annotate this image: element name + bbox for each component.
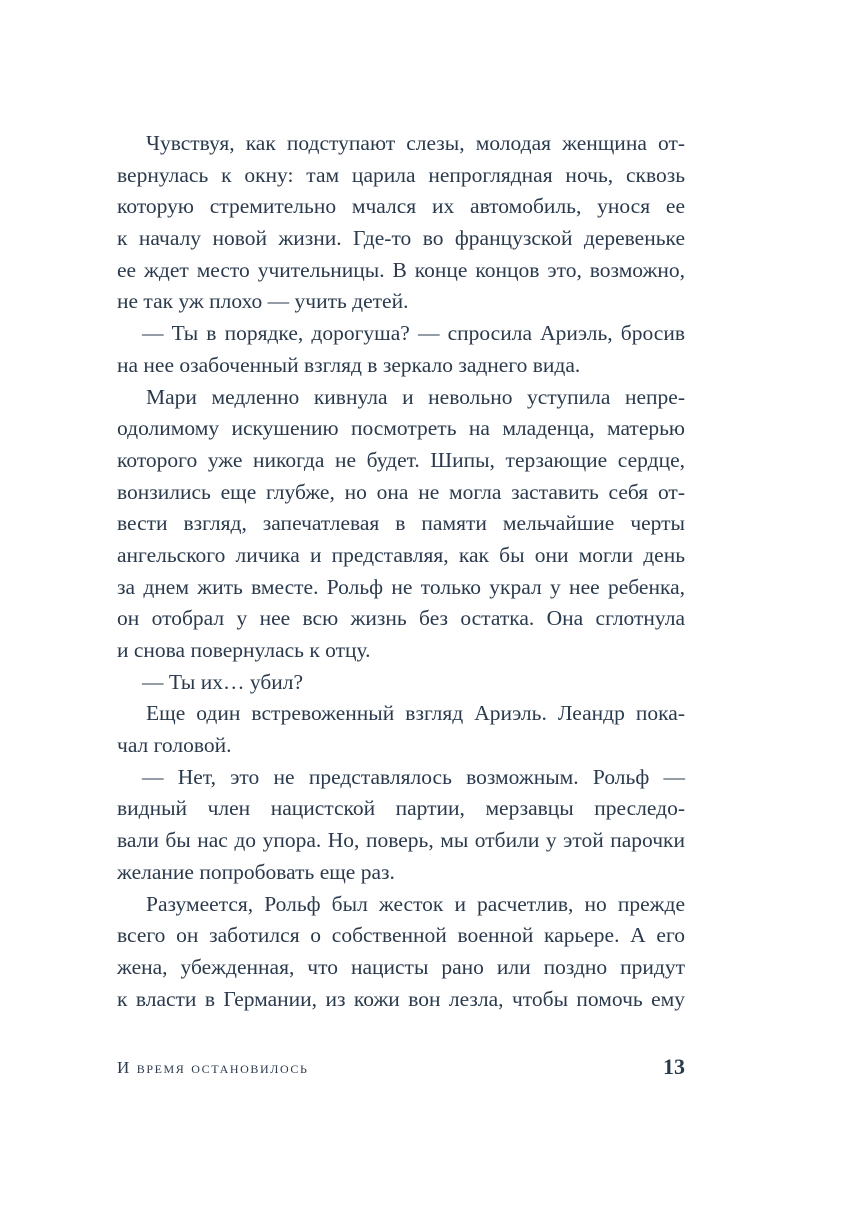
text-line: к началу новой жизни. Где-то во французской деревеньке: [117, 226, 685, 251]
text-line: и снова повернулась к отцу.: [117, 638, 371, 662]
running-title: И время остановилось: [117, 1058, 309, 1077]
text-line: видный член нацистской партии, мерзавцы преследо-: [117, 796, 685, 821]
text-line: которого уже никогда не будет. Шипы, терзающие сердце,: [117, 447, 685, 472]
text-line: вести взгляд, запечатлевая в памяти мельчайшие черты: [117, 511, 685, 536]
body-text: [117, 128, 685, 1015]
text-line: одолимому искушению посмотреть на младенца, матерью: [117, 416, 685, 441]
text-line: желание попробовать еще раз.: [117, 859, 395, 884]
page-footer: [117, 1054, 685, 1084]
text-line: ее ждет место учительницы. В конце концов это, возможно,: [117, 257, 685, 282]
text-line: чал головой.: [117, 733, 232, 758]
text-line: Еще один встревоженный взгляд Ариэль. Леандр пока-: [146, 701, 685, 726]
text-line: вонзились еще глубже, но она не могла заставить себя от-: [117, 479, 685, 504]
text-line: всего он заботился о собственной военной карьере. А его: [117, 923, 685, 948]
text-line: Разумеется, Рольф был жесток и расчетлив, но прежде: [146, 891, 685, 916]
text-line: — Ты в порядке, дорогуша? — спросила Ариэль, бросив: [142, 321, 685, 346]
text-line: к власти в Германии, из кожи вон лезла, чтобы помочь ему: [117, 986, 685, 1011]
text-line: жена, убежденная, что нацисты рано или поздно придут: [117, 954, 685, 979]
text-line: Мари медленно кивнула и невольно уступила непре-: [146, 384, 685, 409]
text-line: ангельского личика и представляя, как бы они могли день: [117, 542, 685, 567]
text-line: не так уж плохо — учить детей.: [117, 289, 409, 314]
text-line: которую стремительно мчался их автомобиль, унося ее: [117, 194, 685, 219]
page-number: 13: [663, 1054, 685, 1079]
text-line: на нее озабоченный взгляд в зеркало заднего вида.: [117, 352, 581, 377]
text-line: вали бы нас до упора. Но, поверь, мы отбили у этой парочки: [117, 828, 685, 853]
text-line: — Нет, это не представлялось возможным. Рольф —: [142, 764, 685, 789]
text-line: — Ты их… убил?: [142, 669, 304, 694]
text-line: он отобрал у нее всю жизнь без остатка. Она сглотнула: [117, 606, 685, 631]
text-line: вернулась к окну: там царила непроглядная ночь, сквозь: [117, 162, 685, 187]
text-line: за днем жить вместе. Рольф не только украл у нее ребенка,: [117, 574, 685, 599]
text-line: Чувствуя, как подступают слезы, молодая женщина от-: [146, 131, 685, 155]
